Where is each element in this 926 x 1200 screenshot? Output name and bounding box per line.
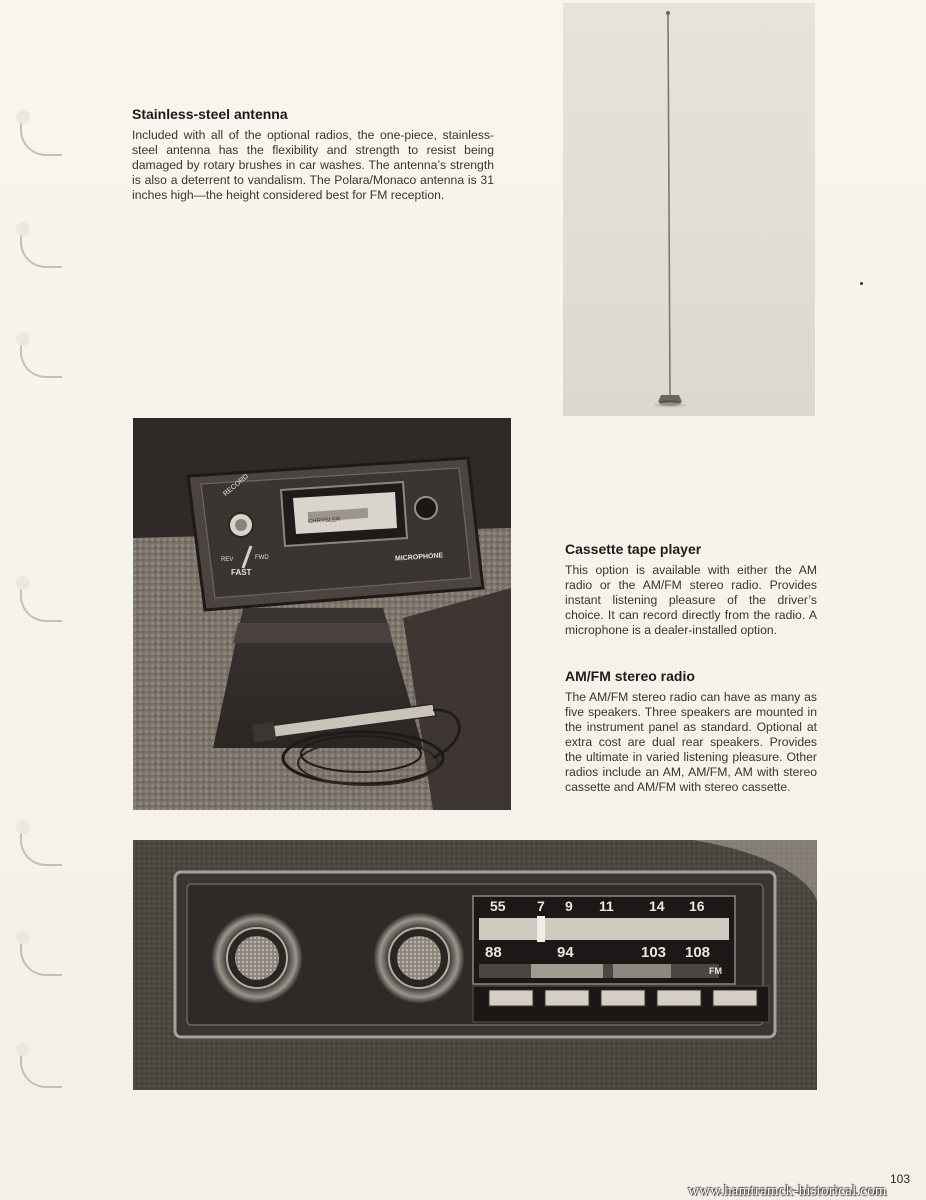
am-scale-55: 55 [490,898,506,914]
radio-illustration [133,840,817,1090]
antenna-heading: Stainless-steel antenna [132,106,288,122]
fast-label: FAST [231,568,252,577]
cassette-player-illustration [133,418,511,810]
rev-label: REV [221,557,234,563]
fm-scale-103: 103 [641,944,667,961]
antenna-illustration [563,3,815,416]
amfm-heading: AM/FM stereo radio [565,668,695,684]
antenna-description: Included with all of the optional radios, the one-piece, stainless-steel antenna has the flexibility and strength to resist being damaged by rotary brushes in car washes. The antenna’s strength is also a deterrent to vandalism. The Polara/Monaco antenna is 31 inches high—the height considered best for FM reception. [132,128,494,202]
cassette-heading: Cassette tape player [565,541,702,557]
cassette-description: This option is available with either the AM radio or the AM/FM stereo radio. Provides instant listening pleasure of the driver’s choice. It can record directly from the radio. A microphone is a dealer-installed option. [565,563,817,637]
binder-ring [20,586,62,622]
am-scale-9: 9 [565,898,573,914]
amfm-description: The AM/FM stereo radio can have as many as five speakers. Three speakers are mounted in the instrument panel as standard. Optional at extra cost are dual rear speakers. Provides the ultimate in varied listening pleasure. Other radios include an AM, AM/FM, AM with stereo cassette and AM/FM with stereo cassette. [565,690,817,794]
binder-ring [20,1052,62,1088]
site-watermark: www.hamtramck-historical.com [688,1183,887,1199]
binder-ring [20,830,62,866]
cassette-player-photo [133,418,511,810]
am-scale-16: 16 [689,898,705,914]
print-speck [860,282,863,285]
binder-ring [20,232,62,268]
antenna-photo [563,3,815,416]
record-label: RECORD [222,473,251,498]
microphone-label: MICROPHONE [394,552,444,563]
am-scale-7: 7 [537,898,545,914]
brand-label: CHRYSLER [307,516,341,526]
binder-ring [20,120,62,156]
fm-scale-94: 94 [557,944,574,961]
am-scale-11: 11 [599,898,614,914]
fm-scale-88: 88 [485,944,502,961]
binder-ring [20,940,62,976]
binder-ring [20,342,62,378]
fwd-label: FWD [255,555,269,561]
fm-band-label: FM [709,966,722,976]
page-number: 103 [890,1172,911,1186]
fm-scale-108: 108 [685,944,711,961]
am-scale-14: 14 [649,898,665,914]
radio-photo [133,840,817,1090]
